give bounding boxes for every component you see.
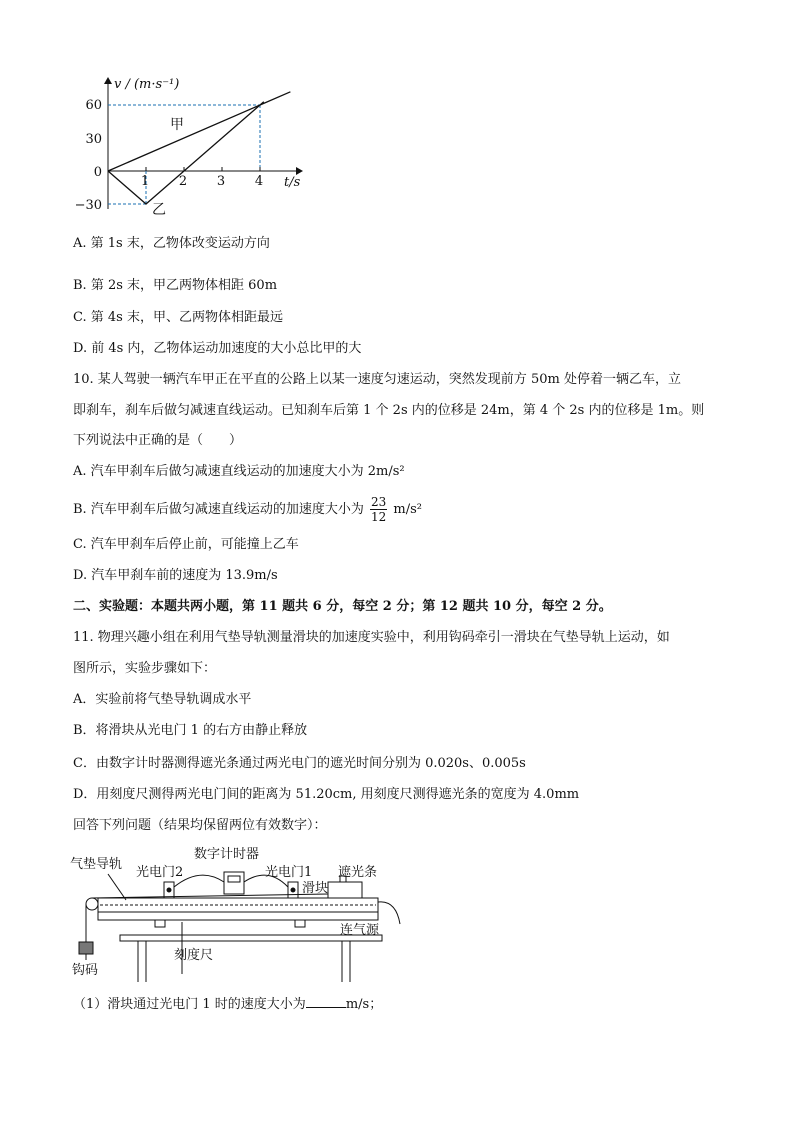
slider-block: [328, 882, 362, 898]
label-shade: 遮光条: [338, 865, 378, 880]
label-scale: 刻度尺: [174, 948, 214, 963]
fraction: [370, 495, 387, 524]
answer-blank: [306, 995, 346, 1008]
section-2-heading: 二、实验题：本题共两小题，第 11 题共 6 分，每空 2 分；第 12 题共 10 分，每空 2 分。: [73, 599, 612, 614]
xtick-4: 4: [254, 174, 264, 189]
xtick-3: 3: [216, 174, 226, 189]
xtick-2: 2: [178, 174, 188, 189]
q10-option-b-text: B. 汽车甲刹车后做匀减速直线运动的加速度大小为: [73, 502, 364, 517]
label-gate2: 光电门2: [136, 865, 184, 880]
hook-weight: [79, 942, 93, 954]
ytick-neg30: −30: [74, 198, 102, 213]
ytick-60: 60: [85, 98, 102, 113]
label-air: 连气源: [340, 923, 380, 938]
label-yi: 乙: [152, 202, 166, 218]
label-timer: 数字计时器: [194, 847, 260, 862]
vt-graph: [74, 70, 320, 220]
q9-option-b: B. 第 2s 末，甲乙两物体相距 60m: [73, 278, 278, 293]
q11-sub-1-unit: m/s；: [345, 997, 383, 1012]
q10-option-d: D. 汽车甲刹车前的速度为 13.9m/s: [73, 568, 278, 583]
ytick-0: 0: [93, 165, 102, 180]
q11-stem-2: 图所示，实验步骤如下：: [73, 661, 217, 676]
q10-stem-2: 即刹车，刹车后做匀减速直线运动。已知刹车后第 1 个 2s 内的位移是 24m，第 4 个 2s 内的位移是 1m。则: [73, 403, 705, 418]
q11-step-a: A．实验前将气垫导轨调成水平: [73, 692, 252, 707]
q11-stem-1: 11. 物理兴趣小组在利用气垫导轨测量滑块的加速度实验中，利用钩码牵引一滑块在气垫导轨上运动，如: [73, 630, 670, 645]
scale-ruler: [98, 912, 378, 920]
series-line-jia: [108, 92, 290, 171]
q11-step-b: B．将滑块从光电门 1 的右方由静止释放: [73, 723, 308, 738]
ytick-30: 30: [85, 132, 102, 147]
label-slider: 滑块: [302, 881, 329, 896]
label-gate1: 光电门1: [265, 865, 313, 880]
pulley: [86, 898, 98, 910]
q9-option-c: C. 第 4s 末，甲、乙两物体相距最远: [73, 310, 283, 325]
q9-option-d: D. 前 4s 内，乙物体运动加速度的大小总比甲的大: [73, 341, 362, 356]
xtick-1: 1: [140, 174, 150, 189]
label-weight: 钩码: [72, 963, 99, 978]
fraction-denominator: 12: [370, 510, 387, 524]
q9-option-a: A. 第 1s 末，乙物体改变运动方向: [73, 236, 270, 251]
graph-ylabel: v / (m·s⁻¹): [114, 77, 180, 92]
q11-prompt: 回答下列问题（结果均保留两位有效数字）：: [73, 818, 327, 833]
q10-stem-3: 下列说法中正确的是（ ）: [73, 433, 243, 448]
q10-option-b-unit: m/s²: [393, 502, 422, 517]
digital-timer: [224, 872, 244, 894]
label-jia: 甲: [170, 117, 184, 133]
q10-stem-1: 10. 某人驾驶一辆汽车甲正在平直的公路上以某一速度匀速运动，突然发现前方 50m 处停着一辆乙车，立: [73, 372, 681, 387]
airtrack-diagram: [70, 842, 410, 987]
q10-option-b: [73, 494, 422, 526]
label-airtrack: 气垫导轨: [70, 857, 123, 872]
q11-step-d: D．用刻度尺测得两光电门间的距离为 51.20cm, 用刻度尺测得遮光条的宽度为 4.0mm: [73, 787, 580, 802]
q11-sub-1: [73, 995, 382, 1014]
q11-step-c: C．由数字计时器测得遮光条通过两光电门的遮光时间分别为 0.020s、0.005s: [73, 756, 526, 771]
q11-sub-1-text: （1）滑块通过光电门 1 时的速度大小为: [73, 997, 306, 1012]
graph-xlabel: t/s: [284, 175, 301, 190]
q10-option-a: A. 汽车甲刹车后做匀减速直线运动的加速度大小为 2m/s²: [73, 464, 405, 479]
q10-option-c: C. 汽车甲刹车后停止前，可能撞上乙车: [73, 537, 299, 552]
fraction-numerator: 23: [370, 495, 387, 509]
